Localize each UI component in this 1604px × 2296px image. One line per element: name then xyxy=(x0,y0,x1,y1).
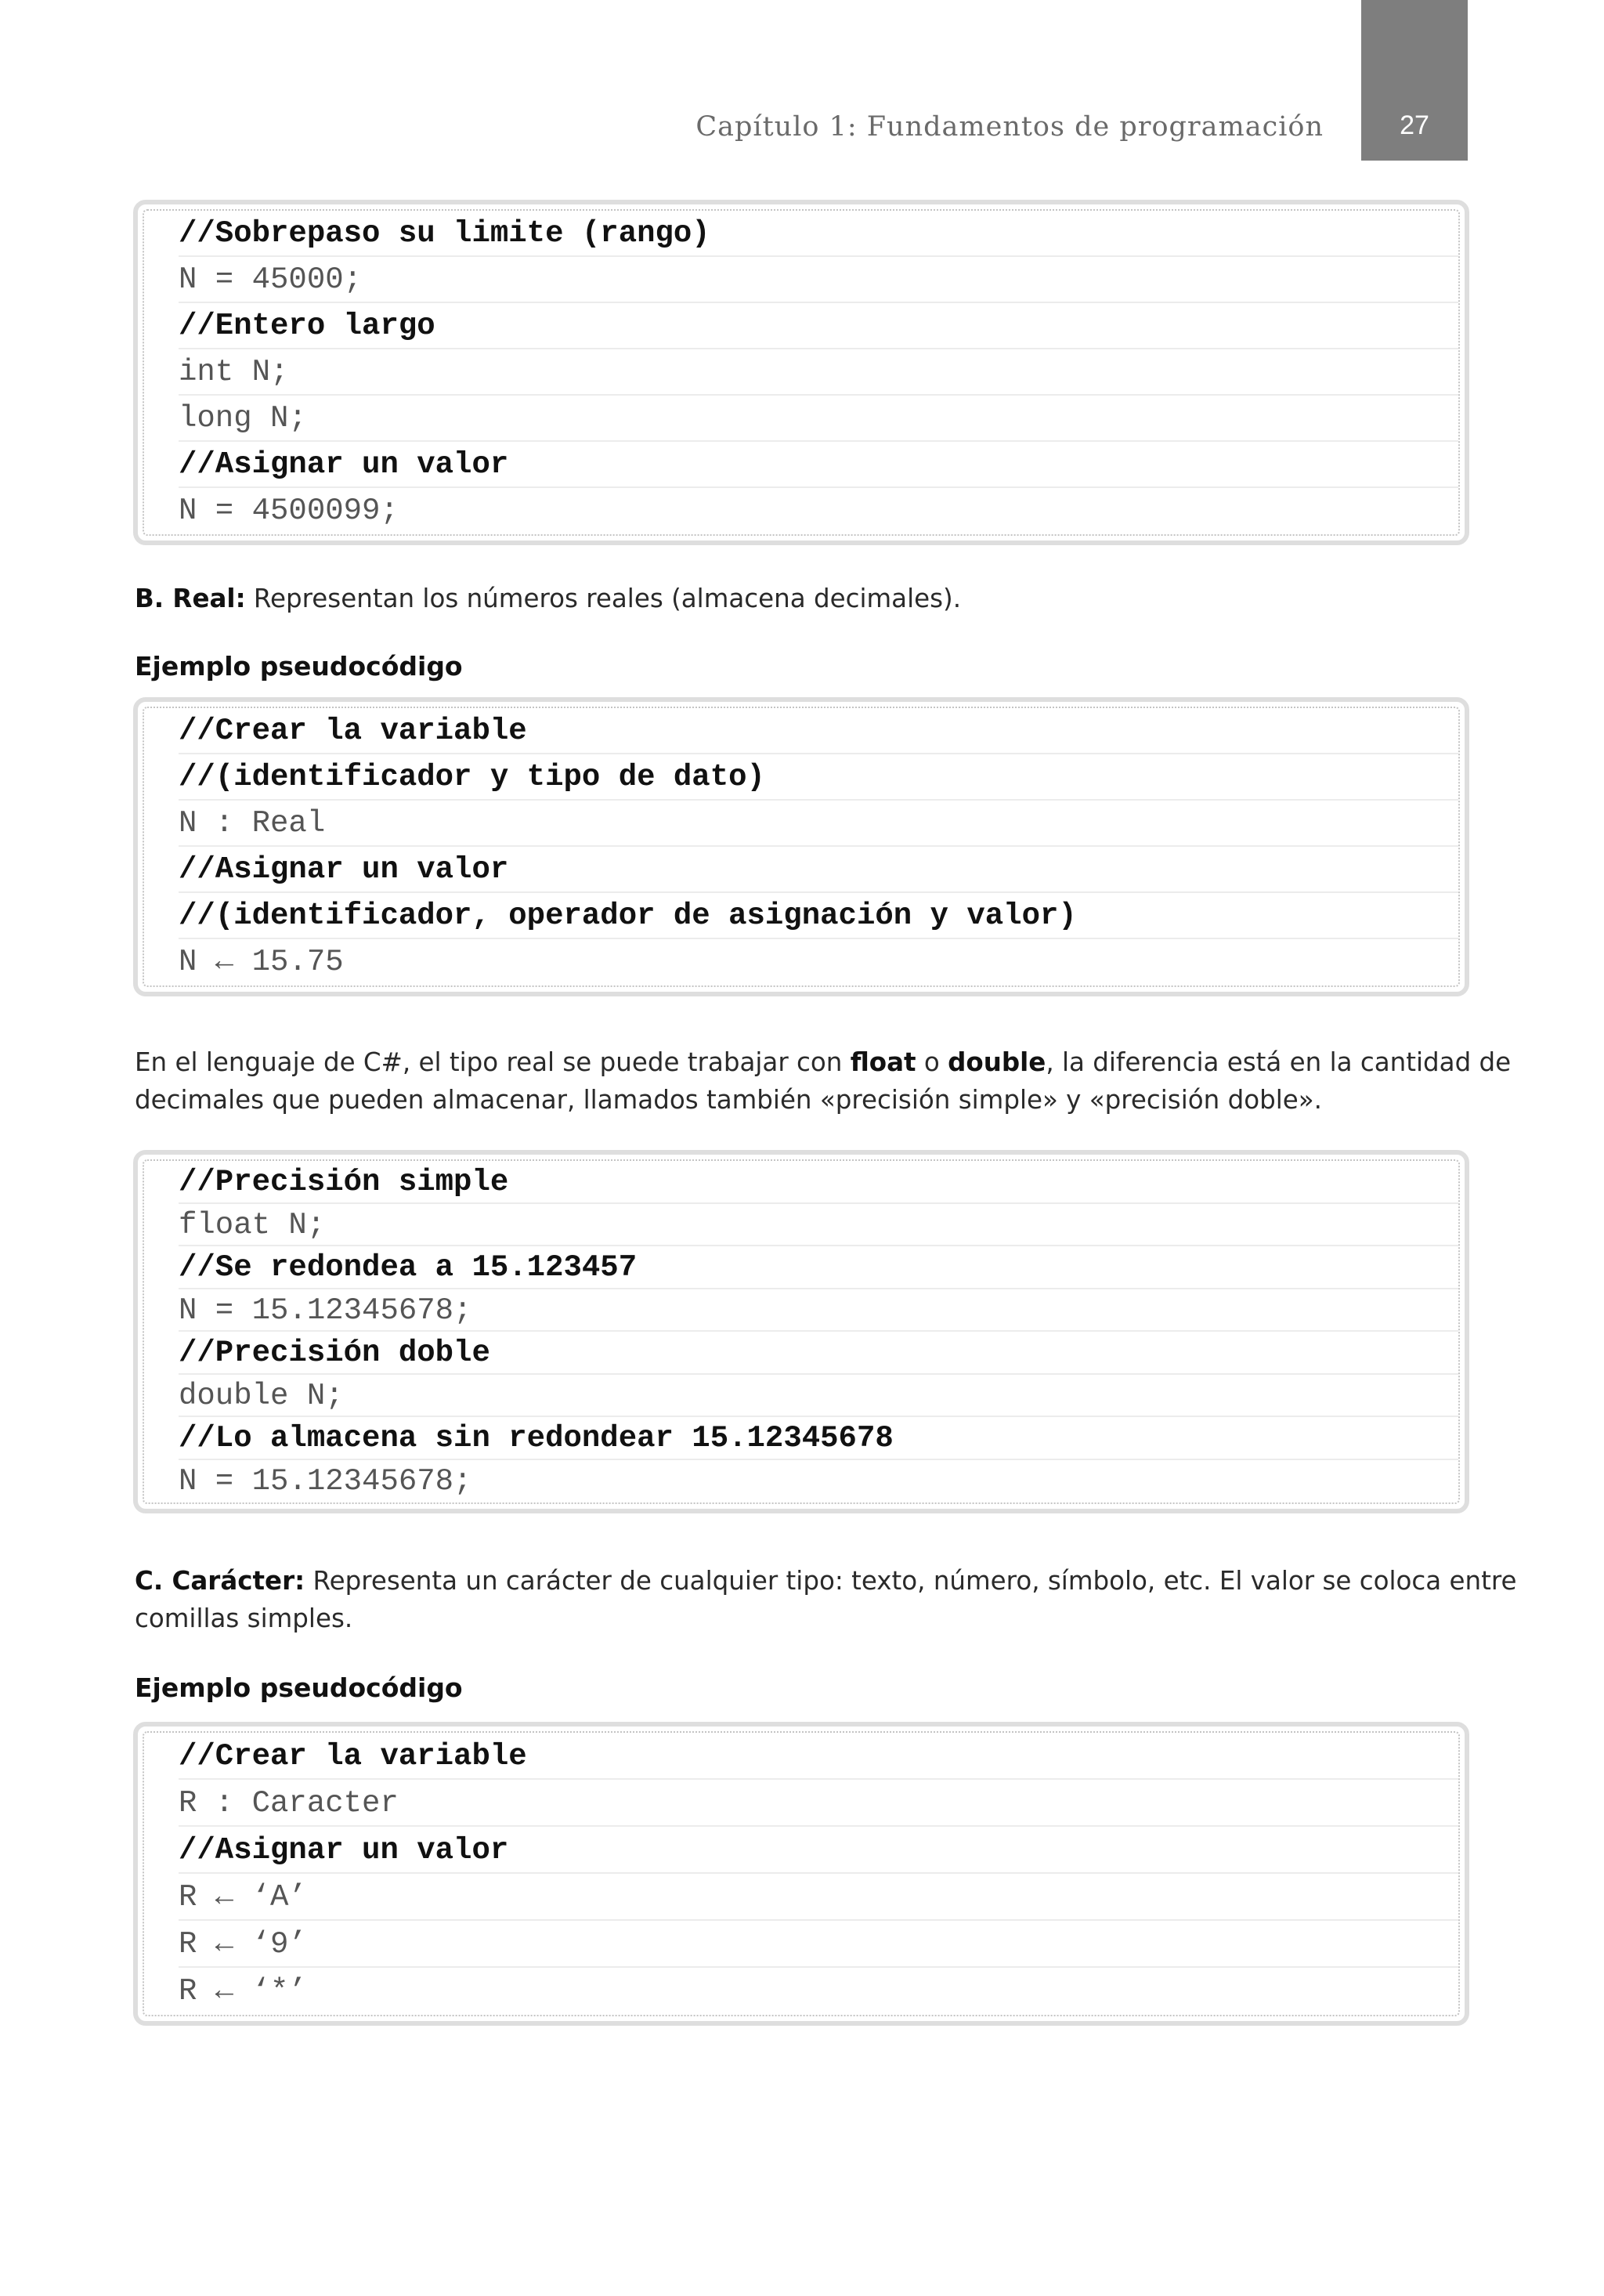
csharp-text-part-3: , la diferencia está en la cantidad de xyxy=(1046,1047,1512,1077)
code-block-inner xyxy=(143,1731,1460,2016)
double-keyword: double xyxy=(948,1047,1046,1077)
section-real-paragraph xyxy=(135,580,1471,617)
code-line: long N; xyxy=(179,396,1458,442)
csharp-paragraph xyxy=(135,1043,1512,1119)
code-line: int N; xyxy=(179,349,1458,396)
code-lines xyxy=(179,1733,1458,2015)
code-line: float N; xyxy=(179,1204,1458,1247)
code-line: N ← 15.75 xyxy=(179,945,344,979)
code-block-inner xyxy=(143,209,1460,536)
csharp-paragraph-line-1 xyxy=(135,1043,1512,1081)
section-char-line-1 xyxy=(135,1562,1517,1600)
example-heading-2: Ejemplo pseudocódigo xyxy=(135,1672,463,1703)
code-block-inner xyxy=(143,707,1460,987)
code-comment-line: //Se redondea a 15.123457 xyxy=(179,1246,1458,1289)
code-line: R ← ‘A’ xyxy=(179,1874,1458,1921)
code-lines xyxy=(179,211,1458,534)
code-line: R ← ‘9’ xyxy=(179,1921,1458,1968)
code-comment-line: //(identificador y tipo de dato) xyxy=(179,754,1458,801)
code-comment-line: //Precisión doble xyxy=(179,1332,1458,1375)
csharp-text-part-2: o xyxy=(916,1047,948,1077)
code-comment-line: //Asignar un valor xyxy=(179,442,1458,488)
section-char-text: Representa un carácter de cualquier tipo: texto, número, símbolo, etc. El valor se coloca entre xyxy=(305,1566,1517,1596)
code-block-3 xyxy=(133,1150,1469,1513)
code-lines xyxy=(179,1161,1458,1502)
code-comment-line: //Entero largo xyxy=(179,303,1458,349)
section-char-line-2: comillas simples. xyxy=(135,1604,353,1633)
section-char-paragraph xyxy=(135,1562,1517,1637)
code-line: R ← ‘*’ xyxy=(179,1974,307,2009)
code-comment-line: //Asignar un valor xyxy=(179,1827,1458,1874)
section-char-label: C. Carácter: xyxy=(135,1566,305,1596)
code-comment-line: //Lo almacena sin redondear 15.12345678 xyxy=(179,1417,1458,1460)
section-real-label: B. Real: xyxy=(135,584,246,613)
code-line: N = 15.12345678; xyxy=(179,1289,1458,1332)
code-comment-line: //Precisión simple xyxy=(179,1161,1458,1204)
section-real-text: Representan los números reales (almacena decimales). xyxy=(245,584,962,613)
code-lines xyxy=(179,708,1458,985)
code-line: N : Real xyxy=(179,801,1458,847)
code-block-4 xyxy=(133,1722,1469,2026)
csharp-paragraph-line-2: decimales que pueden almacenar, llamados también «precisión simple» y «precisión doble». xyxy=(135,1085,1322,1115)
code-line: N = 15.12345678; xyxy=(179,1463,472,1499)
example-heading-1: Ejemplo pseudocódigo xyxy=(135,651,463,682)
code-line: R : Caracter xyxy=(179,1780,1458,1827)
code-comment-line: //(identificador, operador de asignación y valor) xyxy=(179,893,1458,939)
code-line: double N; xyxy=(179,1375,1458,1418)
float-keyword: float xyxy=(850,1047,916,1077)
running-header: Capítulo 1: Fundamentos de programación xyxy=(695,111,1324,143)
code-comment-line: //Crear la variable xyxy=(179,708,1458,754)
page-number: 27 xyxy=(1400,110,1429,140)
code-comment-line: //Asignar un valor xyxy=(179,847,1458,893)
code-block-2 xyxy=(133,697,1469,996)
csharp-text-part-1: En el lenguaje de C#, el tipo real se puede trabajar con xyxy=(135,1047,851,1077)
code-block-1 xyxy=(133,200,1469,545)
code-line: N = 4500099; xyxy=(179,494,399,528)
code-comment-line: //Sobrepaso su limite (rango) xyxy=(179,211,1458,257)
code-comment-line: //Crear la variable xyxy=(179,1733,1458,1780)
code-line: N = 45000; xyxy=(179,257,1458,303)
code-block-inner xyxy=(143,1159,1460,1504)
